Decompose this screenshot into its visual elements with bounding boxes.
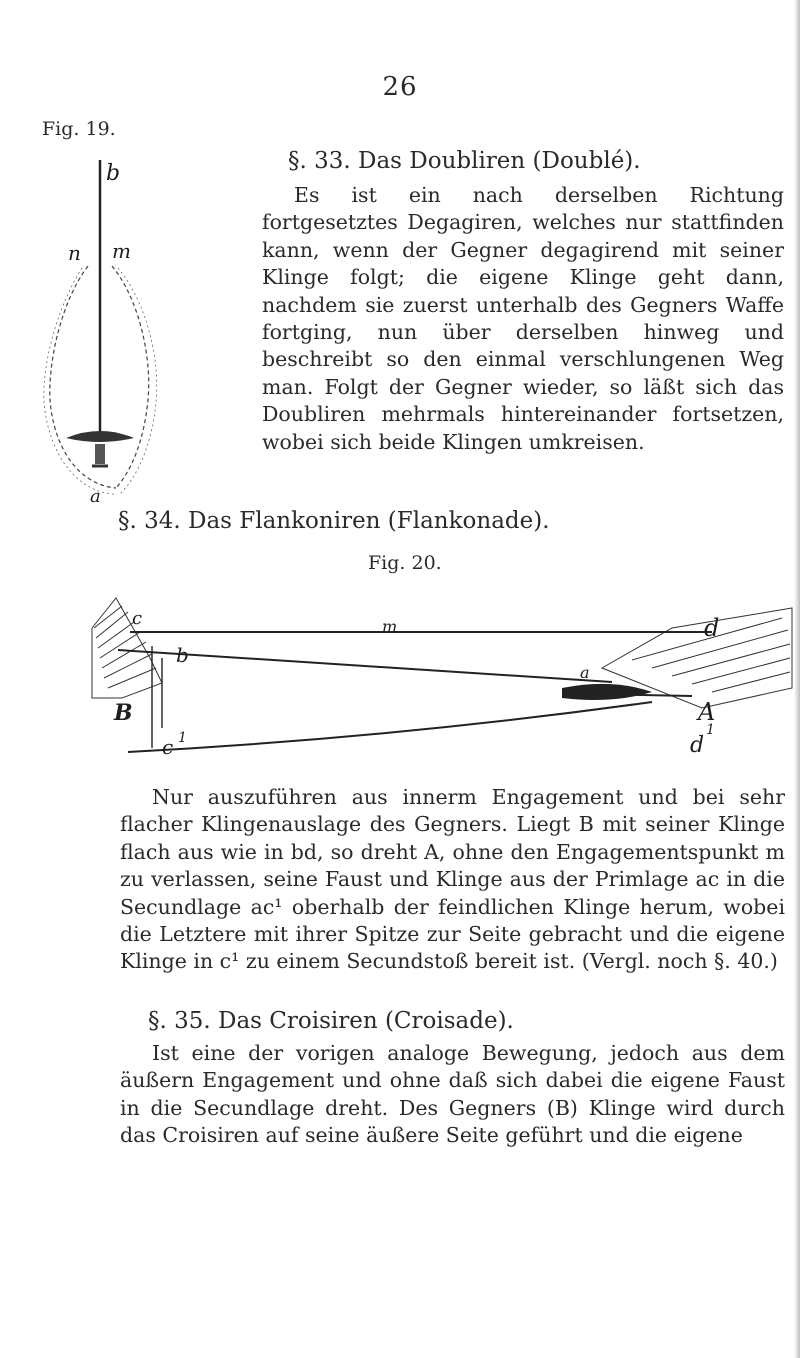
- fig19-path-left: [50, 266, 116, 488]
- s35-text: Ist eine der vorigen analoge Bewegung, jedoch aus dem äußern Engagement und ohne daß sich dabei die eigene Faust in die Secundlage dreht. Des Gegners (B) Klinge wird durch das Croisiren auf seine äußere Seite geführt und die eigene: [120, 1041, 785, 1148]
- fig20-letter-m: m: [382, 617, 398, 636]
- fig19-guard: [66, 431, 134, 442]
- s34-heading: §. 34. Das Flankoniren (Flankonade).: [118, 508, 550, 534]
- fig19-label: Fig. 19.: [42, 118, 116, 140]
- fig19-path-right: [112, 266, 149, 488]
- fig20-letter-a: a: [580, 663, 590, 682]
- s34-text: Nur auszuführen aus innerm Engagement und bei sehr flacher Klingenauslage des Gegners. Liegt B mit seiner Klinge flach aus wie in bd, so dreht A, ohne den Engagementspunkt m zu verlassen, seine Faust und Klinge aus der Primlage ac in die Secundlage ac¹ oberhalb der feindlichen Klinge herum, wobei die Letztere mit ihrer Spitze zur Seite gebracht und die eigene Klinge in c¹ zu einem Secundstoß bereit ist. (Vergl. noch §. 40.): [120, 785, 785, 974]
- fig19-letter-m: m: [112, 239, 131, 263]
- fig20-label: Fig. 20.: [368, 552, 442, 574]
- fig19-letter-a: a: [90, 486, 101, 507]
- s33-text: Es ist ein nach derselben Richtung fortgesetztes Degagiren, welches nur stattfinden kann, wenn der Gegner degagirend mit seiner Klinge folgt; die eigene Klinge geht dann, nachdem sie zuerst unterhalb des Gegners Waffe fortging, nun über derselben hinweg und beschreibt so den einmal verschlungenen Weg man. Folgt der Gegner wieder, so läßt sich das Doubliren mehrmals hintereinander fortsetzen, wobei sich beide Klingen umkreisen.: [262, 183, 784, 454]
- fig20-letter-c1: c: [162, 735, 174, 759]
- fig19-letter-n: n: [68, 241, 81, 265]
- fig19-grip: [95, 444, 105, 464]
- fig20-letter-B: B: [114, 700, 133, 726]
- fig20-letter-A: A: [698, 698, 716, 726]
- fig20-letter-c: c: [132, 608, 143, 629]
- fig20-letter-d1: d: [690, 733, 705, 758]
- page-edge: [794, 0, 800, 1358]
- fig20-diagram: [92, 588, 792, 758]
- s35-heading: §. 35. Das Croisiren (Croisade).: [148, 1008, 514, 1034]
- fig20-prime-d1: 1: [706, 722, 715, 738]
- fig19-diagram: [40, 140, 270, 507]
- fig20-prime-c1: 1: [178, 730, 187, 746]
- fig19-letter-b: b: [106, 161, 121, 186]
- page-number: 26: [382, 72, 418, 102]
- fig20-blade-c1d1: [128, 702, 652, 752]
- fig20-letter-b: b: [176, 643, 189, 667]
- fig20-blade-b: [118, 650, 612, 682]
- s33-heading: §. 33. Das Doubliren (Doublé).: [288, 148, 641, 174]
- fig20-guard-a: [562, 684, 652, 700]
- fig20-letter-d: d: [704, 614, 720, 642]
